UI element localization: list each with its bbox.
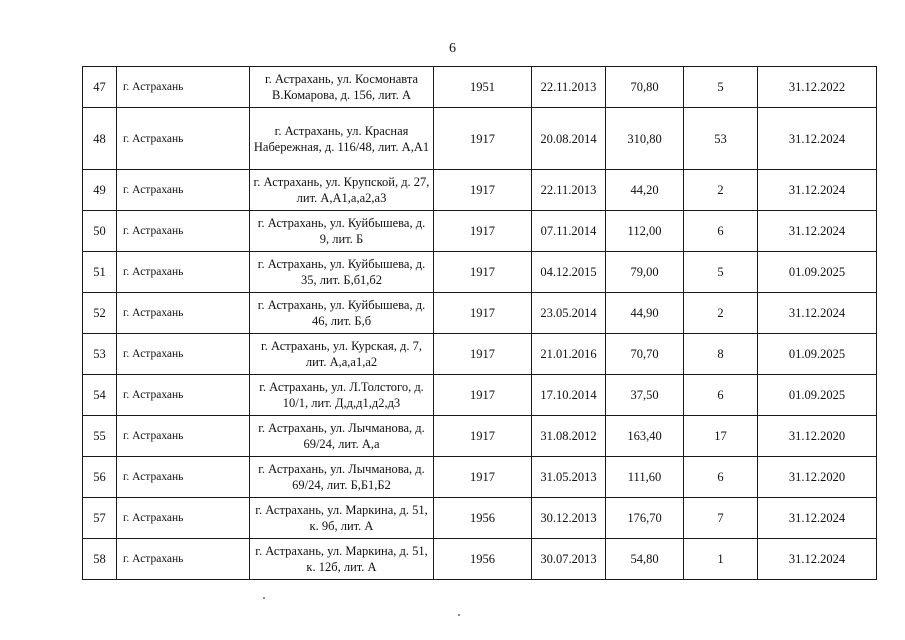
area-cell: 37,50	[606, 375, 684, 416]
row-number-cell: 54	[83, 375, 117, 416]
address-cell: г. Астрахань, ул. Красная Набережная, д. 116/48, лит. А,А1	[250, 108, 434, 170]
city-cell: г. Астрахань	[117, 498, 250, 539]
count-cell: 17	[684, 416, 758, 457]
table-body	[83, 67, 877, 580]
count-cell: 6	[684, 375, 758, 416]
date-cell: 23.05.2014	[532, 293, 606, 334]
area-cell: 79,00	[606, 252, 684, 293]
city-cell: г. Астрахань	[117, 375, 250, 416]
table-row	[83, 67, 877, 108]
area-cell: 54,80	[606, 539, 684, 580]
date-cell: 30.12.2013	[532, 498, 606, 539]
table-row	[83, 334, 877, 375]
deadline-cell: 31.12.2024	[758, 539, 877, 580]
area-cell: 163,40	[606, 416, 684, 457]
count-cell: 5	[684, 252, 758, 293]
row-number-cell: 52	[83, 293, 117, 334]
row-number-cell: 53	[83, 334, 117, 375]
row-number-cell: 55	[83, 416, 117, 457]
address-cell: г. Астрахань, ул. Маркина, д. 51, к. 9б, лит. А	[250, 498, 434, 539]
table-row	[83, 108, 877, 170]
address-cell: г. Астрахань, ул. Куйбышева, д. 46, лит. Б,б	[250, 293, 434, 334]
table-row	[83, 252, 877, 293]
year-cell: 1917	[434, 252, 532, 293]
city-cell: г. Астрахань	[117, 170, 250, 211]
city-cell: г. Астрахань	[117, 539, 250, 580]
row-number-cell: 49	[83, 170, 117, 211]
row-number-cell: 50	[83, 211, 117, 252]
city-cell: г. Астрахань	[117, 67, 250, 108]
count-cell: 2	[684, 293, 758, 334]
city-cell: г. Астрахань	[117, 334, 250, 375]
address-cell: г. Астрахань, ул. Крупской, д. 27, лит. А,А1,а,а2,а3	[250, 170, 434, 211]
year-cell: 1956	[434, 498, 532, 539]
count-cell: 1	[684, 539, 758, 580]
deadline-cell: 01.09.2025	[758, 334, 877, 375]
date-cell: 31.08.2012	[532, 416, 606, 457]
area-cell: 310,80	[606, 108, 684, 170]
city-cell: г. Астрахань	[117, 457, 250, 498]
count-cell: 6	[684, 211, 758, 252]
year-cell: 1917	[434, 170, 532, 211]
count-cell: 2	[684, 170, 758, 211]
city-cell: г. Астрахань	[117, 416, 250, 457]
table-row	[83, 293, 877, 334]
year-cell: 1917	[434, 416, 532, 457]
row-number-cell: 57	[83, 498, 117, 539]
area-cell: 70,70	[606, 334, 684, 375]
deadline-cell: 01.09.2025	[758, 252, 877, 293]
row-number-cell: 48	[83, 108, 117, 170]
address-cell: г. Астрахань, ул. Лычманова, д. 69/24, лит. А,а	[250, 416, 434, 457]
area-cell: 111,60	[606, 457, 684, 498]
count-cell: 8	[684, 334, 758, 375]
city-cell: г. Астрахань	[117, 211, 250, 252]
deadline-cell: 31.12.2024	[758, 170, 877, 211]
year-cell: 1917	[434, 375, 532, 416]
deadline-cell: 01.09.2025	[758, 375, 877, 416]
table-row	[83, 498, 877, 539]
count-cell: 7	[684, 498, 758, 539]
address-cell: г. Астрахань, ул. Л.Толстого, д. 10/1, лит. Д,д,д1,д2,д3	[250, 375, 434, 416]
date-cell: 22.11.2013	[532, 67, 606, 108]
address-cell: г. Астрахань, ул. Космонавта В.Комарова, д. 156, лит. А	[250, 67, 434, 108]
address-cell: г. Астрахань, ул. Куйбышева, д. 35, лит. Б,б1,б2	[250, 252, 434, 293]
date-cell: 07.11.2014	[532, 211, 606, 252]
year-cell: 1917	[434, 457, 532, 498]
deadline-cell: 31.12.2020	[758, 457, 877, 498]
city-cell: г. Астрахань	[117, 293, 250, 334]
address-cell: г. Астрахань, ул. Куйбышева, д. 9, лит. Б	[250, 211, 434, 252]
year-cell: 1951	[434, 67, 532, 108]
table-row	[83, 416, 877, 457]
address-cell: г. Астрахань, ул. Лычманова, д. 69/24, лит. Б,Б1,Б2	[250, 457, 434, 498]
count-cell: 6	[684, 457, 758, 498]
year-cell: 1917	[434, 293, 532, 334]
deadline-cell: 31.12.2024	[758, 211, 877, 252]
date-cell: 31.05.2013	[532, 457, 606, 498]
table-row	[83, 170, 877, 211]
row-number-cell: 56	[83, 457, 117, 498]
area-cell: 112,00	[606, 211, 684, 252]
area-cell: 176,70	[606, 498, 684, 539]
table-row	[83, 211, 877, 252]
page-number: 6	[449, 41, 456, 56]
table-row	[83, 375, 877, 416]
row-number-cell: 51	[83, 252, 117, 293]
date-cell: 17.10.2014	[532, 375, 606, 416]
deadline-cell: 31.12.2024	[758, 108, 877, 170]
date-cell: 22.11.2013	[532, 170, 606, 211]
city-cell: г. Астрахань	[117, 108, 250, 170]
area-cell: 44,20	[606, 170, 684, 211]
city-cell: г. Астрахань	[117, 252, 250, 293]
deadline-cell: 31.12.2024	[758, 498, 877, 539]
table-row	[83, 539, 877, 580]
area-cell: 70,80	[606, 67, 684, 108]
deadline-cell: 31.12.2022	[758, 67, 877, 108]
date-cell: 04.12.2015	[532, 252, 606, 293]
count-cell: 5	[684, 67, 758, 108]
address-cell: г. Астрахань, ул. Курская, д. 7, лит. А,а,а1,а2	[250, 334, 434, 375]
date-cell: 20.08.2014	[532, 108, 606, 170]
scan-speck	[263, 597, 265, 599]
deadline-cell: 31.12.2020	[758, 416, 877, 457]
address-cell: г. Астрахань, ул. Маркина, д. 51, к. 12б, лит. А	[250, 539, 434, 580]
row-number-cell: 47	[83, 67, 117, 108]
area-cell: 44,90	[606, 293, 684, 334]
deadline-cell: 31.12.2024	[758, 293, 877, 334]
table-row	[83, 457, 877, 498]
date-cell: 30.07.2013	[532, 539, 606, 580]
housing-registry-table	[82, 66, 877, 580]
count-cell: 53	[684, 108, 758, 170]
year-cell: 1917	[434, 211, 532, 252]
year-cell: 1917	[434, 334, 532, 375]
row-number-cell: 58	[83, 539, 117, 580]
year-cell: 1917	[434, 108, 532, 170]
date-cell: 21.01.2016	[532, 334, 606, 375]
year-cell: 1956	[434, 539, 532, 580]
scan-speck	[458, 614, 460, 616]
